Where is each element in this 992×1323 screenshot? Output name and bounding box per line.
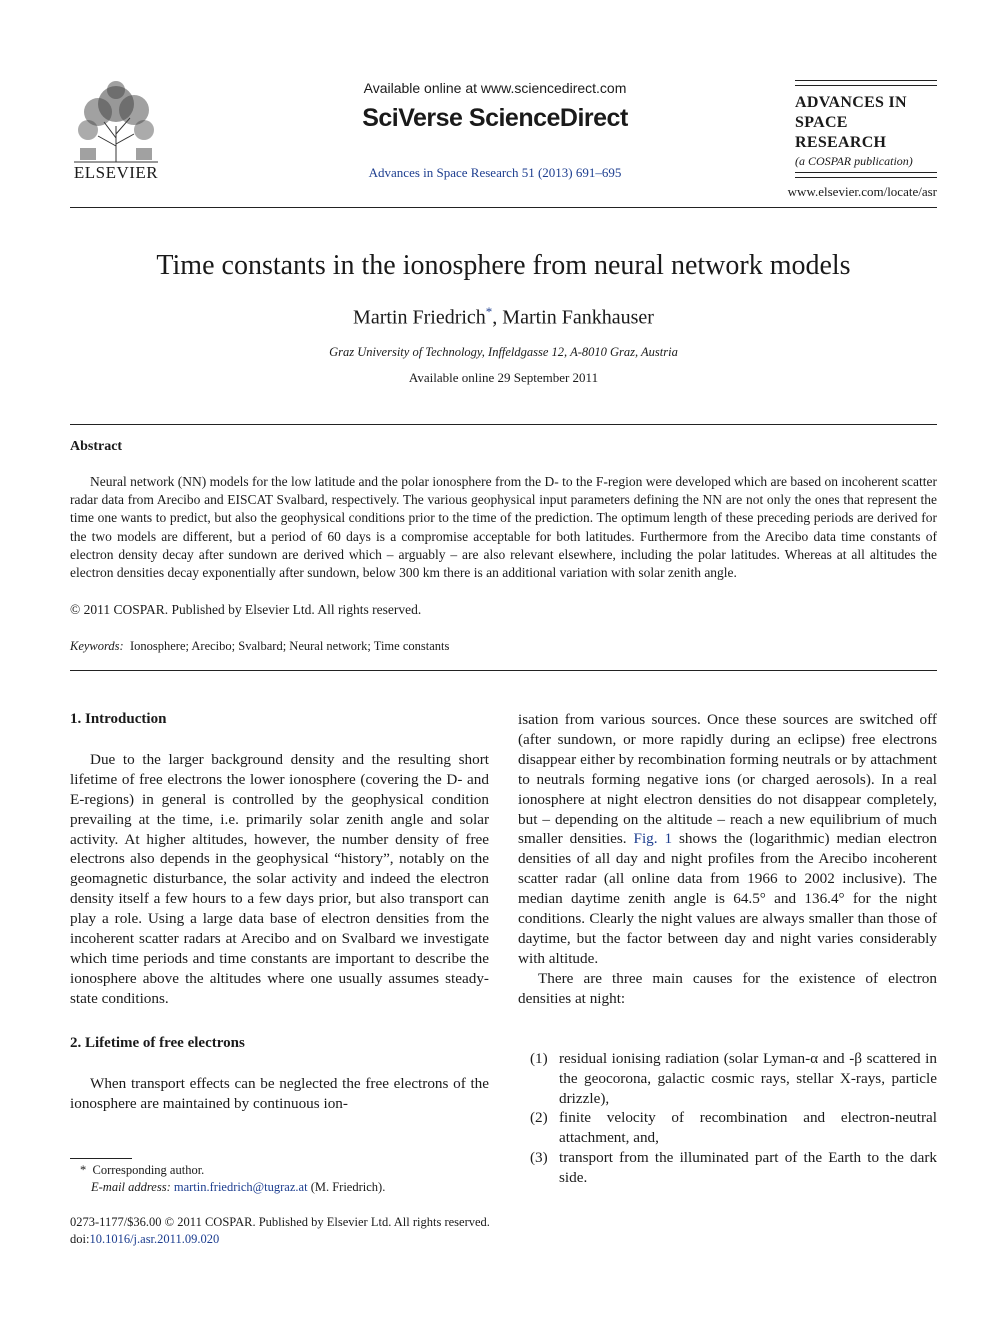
abstract-bottom-divider	[70, 670, 937, 671]
doi-label: doi:	[70, 1232, 90, 1246]
journal-name-line2: SPACE	[795, 114, 848, 131]
journal-bottom-rule	[795, 172, 937, 173]
corresponding-author-mark[interactable]: *	[485, 304, 493, 319]
email-label: E-mail address:	[91, 1180, 171, 1194]
available-online-date: Available online 29 September 2011	[408, 370, 599, 385]
abstract-body	[70, 473, 937, 582]
list-item	[518, 1108, 937, 1148]
body-paragraph	[518, 710, 937, 969]
header-divider	[70, 207, 937, 208]
section-heading: 1. Introduction	[70, 711, 167, 727]
journal-url[interactable]: www.elsevier.com/locate/asr	[787, 184, 937, 199]
email-tail: (M. Friedrich).	[310, 1180, 386, 1194]
body-text: isation from various sources. Once these sources are switched off (after sundown, or more rapidly during an eclipse) free electrons disappear either by recombination forming neutrals or by attachment to neutrals forming negative ions (or charged aerosols). In a real ionosphere at night electron densities do not disappear completely, but – depending on the altitude – reach a new equilibrium of much smaller densities.	[518, 711, 937, 848]
keywords-label: Keywords:	[70, 639, 124, 653]
footnote-rule	[70, 1158, 132, 1159]
email-footnote	[70, 1179, 511, 1196]
author-name: , Martin Fankhauser	[492, 306, 654, 329]
article-title: Time constants in the ionosphere from neural network models	[156, 250, 851, 281]
author-list	[70, 304, 937, 330]
abstract-top-divider	[70, 424, 937, 425]
body-text: shows the (logarithmic) median electron densities of all day and night profiles from the Arecibo incoherent scatter radar (all online data from 1966 to 2002 inclusive). The median daytime zenith angle is 64.5° and 136.4° for the night conditions. Clearly the night values are always smaller than those of daytime, but the factor between day and night varies considerably with altitude.	[518, 830, 937, 967]
abstract-copyright: © 2011 COSPAR. Published by Elsevier Ltd. All rights reserved.	[70, 602, 422, 617]
body-paragraph: There are three main causes for the existence of electron densities at night:	[518, 969, 937, 1007]
right-column	[518, 710, 937, 1009]
affiliation: Graz University of Technology, Inffeldgasse 12, A-8010 Graz, Austria	[329, 345, 678, 359]
list-item	[518, 1049, 937, 1109]
list-number: (2)	[530, 1109, 548, 1126]
author-name: Martin Friedrich	[353, 306, 486, 329]
journal-subtitle: (a COSPAR publication)	[795, 154, 913, 168]
available-online-text: Available online at www.sciencedirect.com	[363, 80, 627, 96]
sciencedirect-brand: SciVerse ScienceDirect	[362, 104, 628, 132]
abstract-heading: Abstract	[70, 439, 123, 454]
journal-top-rule	[795, 80, 937, 81]
list-text: residual ionising radiation (solar Lyman-α and -β scattered in the geocorona, galactic cosmic rays, stellar X-rays, particle drizzle),	[559, 1050, 937, 1107]
left-column	[70, 710, 489, 1113]
doi-line	[70, 1232, 219, 1247]
journal-top-rule-2	[795, 85, 937, 86]
list-number: (3)	[530, 1149, 548, 1166]
abstract-text: Neural network (NN) models for the low latitude and the polar ionosphere from the D- to the F-region were developed which are based on incoherent scatter radar data from Arecibo and EISCAT Svalbard, respectively. The various geophysical input parameters defining the NN are not only the ones that represent the time one wants to predict, but also the geophysical conditions prior to the time of the prediction. The optimum length of these preceding periods are derived for the two models are different, but a period of 60 days is a compromise acceptable for both latitudes. Furthermore from the Arecibo data time constants of electron density decay after sundown are derived which – arguably – are also relevant elsewhere, including the polar latitudes. Whereas at all altitudes the electron densities decay exponentially after sundown, below 300 km there is an additional variation with solar zenith angle.	[70, 474, 937, 581]
corresponding-author-footnote	[70, 1162, 500, 1179]
footnote-mark: *	[80, 1163, 87, 1177]
journal-bottom-rule-2	[795, 177, 937, 178]
journal-citation-link[interactable]: Advances in Space Research 51 (2013) 691–695	[368, 165, 622, 180]
list-item	[518, 1148, 937, 1188]
journal-name-line3: RESEARCH	[795, 134, 887, 151]
email-link[interactable]: martin.friedrich@tugraz.at	[173, 1180, 308, 1194]
keywords	[70, 639, 449, 654]
journal-name-line1: ADVANCES IN	[795, 94, 907, 111]
footnote-text: Corresponding author.	[92, 1163, 205, 1177]
intro-paragraph: Due to the larger background density and the resulting short lifetime of free electrons the lower ionosphere (covering the D- and E-regions) in general is controlled by the geophysical condition prevailing at the time, i.e. primarily solar zenith angle and solar activity. At higher altitudes, however, the number density of free electrons also depends in the geophysical “history”, notably on the geomagnetic disturbance, the solar activity and indeed the electron density itself a few hours to a few days prior, but also transport can play a role. Using a large data base of electron densities from the incoherent scatter radars at Arecibo and on Svalbard we investigate which time periods and time constants are important to describe the ionosphere above the altitudes where one usually assumes steady-state conditions.	[70, 750, 489, 1007]
list-number: (1)	[530, 1050, 548, 1067]
section-heading: 2. Lifetime of free electrons	[70, 1034, 245, 1051]
doi-link[interactable]: 10.1016/j.asr.2011.09.020	[89, 1232, 220, 1246]
lifetime-paragraph: When transport effects can be neglected the free electrons of the ionosphere are maintained by continuous ion-	[70, 1074, 489, 1112]
publisher-name: ELSEVIER	[73, 163, 159, 182]
keywords-list: Ionosphere; Arecibo; Svalbard; Neural network; Time constants	[129, 639, 450, 653]
figure-1-link[interactable]: Fig. 1	[633, 830, 673, 848]
list-text: finite velocity of recombination and electron-neutral attachment, and,	[559, 1109, 937, 1146]
list-text: transport from the illuminated part of the Earth to the dark side.	[559, 1149, 937, 1186]
issn-line: 0273-1177/$36.00 © 2011 COSPAR. Published by Elsevier Ltd. All rights reserved.	[70, 1215, 490, 1229]
